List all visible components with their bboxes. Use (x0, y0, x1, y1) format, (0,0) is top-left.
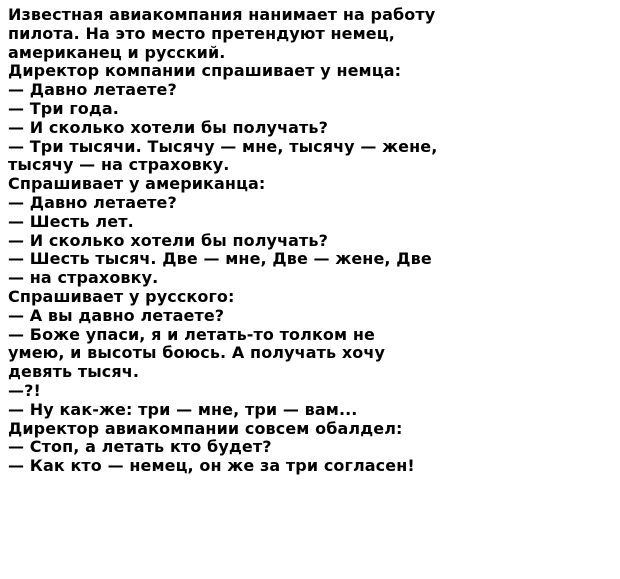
text-line: американец и русский. (8, 42, 226, 62)
joke-text (8, 6, 614, 476)
text-line: тысячу — на страховку. (8, 155, 230, 175)
text-line: — Три тысячи. Тысячу — мне, тысячу — жене, (8, 136, 438, 156)
text-line: — Боже упаси, я и летать-то толком не (8, 324, 375, 344)
text-line: — Шесть тысяч. Две — мне, Две — жене, Две (8, 249, 432, 269)
text-line: — Три года. (8, 98, 119, 118)
text-line: — И сколько хотели бы получать? (8, 230, 329, 250)
text-line: — Шесть лет. (8, 211, 134, 231)
text-line: —?! (8, 380, 41, 400)
text-line: умею, и высоты боюсь. А получать хочу (8, 343, 386, 363)
text-line: пилота. На это место претендуют немец, (8, 23, 395, 43)
text-line: — И сколько хотели бы получать? (8, 117, 329, 137)
text-line: — Давно летаете? (8, 80, 177, 100)
text-line: — А вы давно летаете? (8, 305, 225, 325)
text-line: Директор авиакомпании совсем обалдел: (8, 418, 403, 438)
text-line: Спрашивает у русского: (8, 286, 235, 306)
text-line: — Ну как-же: три — мне, три — вам... (8, 399, 358, 419)
text-line: девять тысяч. (8, 362, 139, 382)
text-line: — Как кто — немец, он же за три согласен! (8, 456, 415, 476)
text-line: Спрашивает у американца: (8, 174, 266, 194)
text-line: — на страховку. (8, 268, 159, 288)
text-line: Директор компании спрашивает у немца: (8, 61, 402, 81)
text-line: — Давно летаете? (8, 192, 177, 212)
text-line: Известная авиакомпания нанимает на работу (8, 5, 436, 24)
text-line: — Стоп, а летать кто будет? (8, 437, 272, 457)
